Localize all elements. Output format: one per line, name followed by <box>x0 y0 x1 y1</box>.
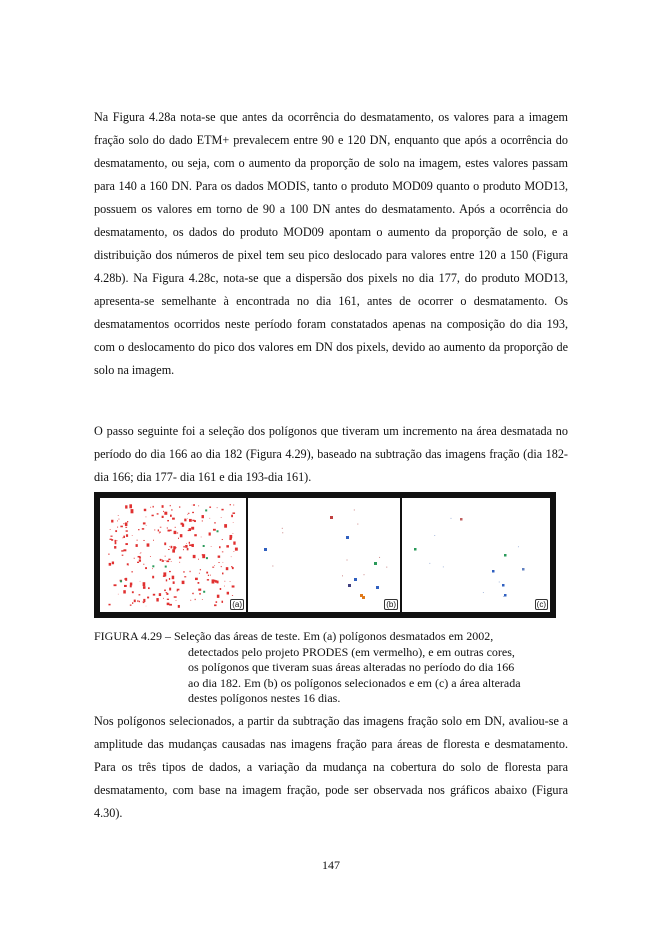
deforested-polygon <box>188 513 190 514</box>
deforested-polygon <box>160 527 162 528</box>
deforested-polygon <box>232 512 235 513</box>
deforested-polygon <box>235 548 238 551</box>
deforested-polygon <box>123 523 124 524</box>
deforested-polygon <box>115 540 116 542</box>
altered-polygon <box>152 565 154 567</box>
deforested-polygon <box>114 546 116 549</box>
deforested-polygon <box>230 504 231 505</box>
deforested-polygon <box>143 586 146 589</box>
deforested-polygon <box>108 554 110 555</box>
deforested-polygon <box>226 567 228 570</box>
deforested-polygon <box>218 562 219 563</box>
deforested-polygon <box>211 546 212 547</box>
selected-polygon <box>347 560 348 561</box>
deforested-polygon <box>227 592 229 595</box>
deforested-polygon <box>150 556 151 557</box>
deforested-polygon <box>179 557 181 559</box>
deforested-polygon <box>167 527 168 528</box>
deforested-polygon <box>202 515 204 518</box>
deforested-polygon <box>226 545 229 547</box>
deforested-polygon <box>220 588 222 590</box>
deforested-polygon <box>126 534 128 537</box>
deforested-polygon <box>222 573 223 575</box>
deforested-polygon <box>212 567 214 568</box>
deforested-polygon <box>134 600 136 603</box>
deforested-polygon <box>175 527 176 528</box>
deforested-polygon <box>186 543 187 544</box>
deforested-polygon <box>142 528 144 530</box>
panel-a-label: (a) <box>232 600 242 609</box>
deforested-polygon <box>214 565 215 566</box>
deforested-polygon <box>189 542 190 544</box>
deforested-polygon <box>190 600 191 601</box>
panel-b-label: (b) <box>386 600 396 609</box>
panel-c-map <box>402 498 550 612</box>
altered-area <box>450 518 451 519</box>
selected-polygon <box>346 536 349 539</box>
deforested-polygon <box>163 575 165 576</box>
deforested-polygon <box>191 544 193 547</box>
deforested-polygon <box>215 580 217 582</box>
deforested-polygon <box>127 521 128 522</box>
deforested-polygon <box>182 524 184 527</box>
altered-polygon <box>165 566 167 568</box>
selected-polygon <box>348 584 351 587</box>
deforested-polygon <box>136 544 138 547</box>
altered-area <box>499 581 500 582</box>
deforested-polygon <box>157 513 159 514</box>
selected-polygon <box>386 567 387 568</box>
deforested-polygon <box>110 529 111 530</box>
deforested-polygon <box>177 590 178 591</box>
deforested-polygon <box>143 522 146 524</box>
figure-panel-a <box>100 498 246 612</box>
deforested-polygon <box>233 541 235 544</box>
figure-panel-b <box>248 498 400 612</box>
selected-polygon <box>374 562 377 565</box>
figure-panel-c <box>402 498 550 612</box>
deforested-polygon <box>121 550 123 551</box>
deforested-polygon <box>147 543 150 546</box>
deforested-polygon <box>132 535 133 536</box>
deforested-polygon <box>108 604 110 606</box>
selected-polygon <box>364 574 365 575</box>
deforested-polygon <box>125 522 127 526</box>
altered-area <box>434 535 435 536</box>
deforested-polygon <box>231 515 233 517</box>
deforested-polygon <box>124 585 127 587</box>
deforested-polygon <box>231 556 232 557</box>
deforested-polygon <box>171 561 172 562</box>
deforested-polygon <box>219 546 221 548</box>
altered-area <box>492 570 495 573</box>
altered-area <box>504 554 507 557</box>
deforested-polygon <box>163 511 164 512</box>
body-paragraph-3: Nos polígonos selecionados, a partir da subtração das imagens fração solo em DN, avaliou-se a amplitude das mudanças causadas nas imagens fração para áreas de floresta e desmatamento. Para os três tipos de dados, a variação da mudança na cobertura do solo de floresta para desmatamento, com base na imagem fração, pode ser observada nos gráficos abaixo (Figura 4.30). <box>94 714 568 820</box>
deforested-polygon <box>159 593 161 596</box>
deforested-polygon <box>208 575 209 576</box>
deforested-polygon <box>116 540 117 541</box>
body-paragraph-1: Na Figura 4.28a nota-se que antes da ocorrência do desmatamento, os valores para a imagem fração solo do dado ETM+ prevalecem entre 90 e 120 DN, enquanto que após a ocorrência do desmatamento, ou seja, com o aumento da proporção de solo na imagem, estes valores passam para 140 a 160 DN. Para os dados MODIS, tanto o produto MOD09 quanto o produto MOD13, possuem os valores em torno de 90 a 100 DN antes do desmatamento. Após a ocorrência do desmatamento, os dados do produto MOD09 apontam o aumento da proporção de solo, e a distribuição dos números de pixel tem seu pico deslocado para valores entre 120 a 150 (Figura 4.28b). Na Figura 4.28c, nota-se que a dispersão dos pixels no dia 177, do produto MOD13, apresenta-se semelhante à encontrada no dia 161, antes de ocorrer o desmatamento. Os desmatamentos ocorridos neste período foram constatados apenas na composição do dia 193, com o deslocamento do pico dos valores em DN dos pixels, devido ao aumento da proporção de solo na imagem. <box>94 110 568 377</box>
deforested-polygon <box>172 549 175 552</box>
deforested-polygon <box>160 559 161 561</box>
selected-polygon <box>330 516 333 519</box>
deforested-polygon <box>117 527 118 528</box>
deforested-polygon <box>232 533 233 534</box>
deforested-polygon <box>137 600 138 601</box>
deforested-polygon <box>166 579 167 581</box>
deforested-polygon <box>166 593 168 595</box>
altered-area <box>460 518 463 521</box>
deforested-polygon <box>137 562 139 563</box>
deforested-polygon <box>174 596 177 597</box>
deforested-polygon <box>183 571 185 572</box>
deforested-polygon <box>125 527 127 528</box>
selected-polygon <box>354 509 355 510</box>
deforested-polygon <box>152 576 154 579</box>
deforested-polygon <box>190 571 191 572</box>
deforested-polygon <box>123 590 126 593</box>
deforested-polygon <box>232 567 234 569</box>
deforested-polygon <box>172 518 175 520</box>
deforested-polygon <box>132 602 133 604</box>
figure-4-29 <box>94 492 556 618</box>
deforested-polygon <box>161 559 162 560</box>
deforested-polygon <box>224 524 227 528</box>
deforested-polygon <box>209 532 211 535</box>
selected-polygon <box>272 566 273 567</box>
deforested-polygon <box>214 522 215 523</box>
deforested-polygon <box>115 542 117 545</box>
deforested-polygon <box>111 539 112 540</box>
panel-a-map <box>100 498 246 612</box>
deforested-polygon <box>150 507 151 508</box>
selected-polygon <box>342 575 343 576</box>
deforested-polygon <box>178 538 179 539</box>
deforested-polygon <box>144 509 146 511</box>
deforested-polygon <box>193 555 196 558</box>
deforested-polygon <box>182 581 185 584</box>
deforested-polygon <box>222 539 223 540</box>
deforested-polygon <box>165 556 166 557</box>
page-number: 147 <box>322 858 340 872</box>
selected-polygon <box>357 524 358 525</box>
deforested-polygon <box>138 529 139 530</box>
deforested-polygon <box>139 594 141 595</box>
deforested-polygon <box>122 537 123 538</box>
deforested-polygon <box>130 585 132 587</box>
deforested-polygon <box>139 601 140 602</box>
deforested-polygon <box>202 554 205 558</box>
selected-polygon <box>354 578 357 581</box>
deforested-polygon <box>131 509 134 513</box>
deforested-polygon <box>221 517 222 518</box>
deforested-polygon <box>174 531 177 534</box>
deforested-polygon <box>164 512 167 515</box>
altered-area <box>502 584 505 587</box>
deforested-polygon <box>143 564 144 565</box>
deforested-polygon <box>185 545 187 548</box>
deforested-polygon <box>162 505 164 508</box>
deforested-polygon <box>222 562 223 563</box>
deforested-polygon <box>218 556 221 558</box>
deforested-polygon <box>230 581 231 582</box>
altered-area <box>443 566 444 567</box>
deforested-polygon <box>162 516 164 518</box>
selected-polygon <box>362 596 365 599</box>
deforested-polygon <box>167 603 170 605</box>
deforested-polygon <box>232 595 233 596</box>
deforested-polygon <box>159 532 161 533</box>
deforested-polygon <box>224 586 225 587</box>
altered-area <box>483 592 484 593</box>
deforested-polygon <box>170 530 172 532</box>
deforested-polygon <box>109 563 111 566</box>
deforested-polygon <box>164 542 166 545</box>
altered-area <box>522 568 525 571</box>
deforested-polygon <box>168 530 170 532</box>
altered-polygon <box>203 545 205 547</box>
deforested-polygon <box>158 529 159 531</box>
selected-polygon <box>379 557 380 558</box>
deforested-polygon <box>125 505 127 508</box>
deforested-polygon <box>137 540 138 541</box>
caption-line-4: ao dia 182. Em (b) os polígonos selecionados e em (c) a área alterada <box>188 675 521 690</box>
altered-polygon <box>120 580 122 582</box>
deforested-polygon <box>164 590 166 592</box>
deforested-polygon <box>173 581 175 584</box>
deforested-polygon <box>118 515 119 516</box>
deforested-polygon <box>212 579 215 583</box>
deforested-polygon <box>192 593 193 594</box>
deforested-polygon <box>152 568 153 569</box>
altered-polygon <box>206 557 208 559</box>
deforested-polygon <box>132 591 134 593</box>
altered-area <box>414 548 417 551</box>
deforested-polygon <box>153 506 154 508</box>
deforested-polygon <box>143 599 145 602</box>
altered-area <box>504 594 507 597</box>
deforested-polygon <box>123 549 126 551</box>
deforested-polygon <box>165 560 166 561</box>
deforested-polygon <box>129 504 132 508</box>
deforested-polygon <box>117 520 118 521</box>
deforested-polygon <box>154 530 155 531</box>
deforested-polygon <box>146 525 147 526</box>
deforested-polygon <box>173 546 176 549</box>
deforested-polygon <box>123 536 125 538</box>
deforested-polygon <box>168 549 170 550</box>
deforested-polygon <box>192 512 194 513</box>
deforested-polygon <box>146 517 147 518</box>
deforested-polygon <box>183 546 184 548</box>
deforested-polygon <box>169 604 172 606</box>
deforested-polygon <box>221 566 222 567</box>
deforested-polygon <box>195 578 198 580</box>
deforested-polygon <box>191 527 194 530</box>
altered-polygon <box>205 509 207 511</box>
deforested-polygon <box>132 571 133 572</box>
deforested-polygon <box>176 600 177 601</box>
deforested-polygon <box>206 572 208 574</box>
deforested-polygon <box>210 575 211 576</box>
deforested-polygon <box>147 597 149 599</box>
deforested-polygon <box>202 599 203 600</box>
deforested-polygon <box>170 515 172 517</box>
deforested-polygon <box>221 509 223 511</box>
deforested-polygon <box>194 534 197 536</box>
deforested-polygon <box>198 589 201 591</box>
deforested-polygon <box>138 556 141 558</box>
deforested-polygon <box>125 578 127 581</box>
deforested-polygon <box>143 582 146 586</box>
deforested-polygon <box>189 544 192 546</box>
deforested-polygon <box>217 507 218 508</box>
caption-line-1: FIGURA 4.29 – Seleção das áreas de teste. Em (a) polígonos desmatados em 2002, <box>94 629 494 643</box>
deforested-polygon <box>169 571 171 572</box>
deforested-polygon <box>126 530 128 531</box>
deforested-polygon <box>125 543 128 545</box>
selected-polygon <box>264 548 267 551</box>
panel-b-map <box>248 498 400 612</box>
altered-area <box>518 546 519 547</box>
deforested-polygon <box>214 604 216 606</box>
deforested-polygon <box>224 581 225 582</box>
figure-caption <box>94 629 568 707</box>
deforested-polygon <box>159 533 160 534</box>
deforested-polygon <box>162 560 164 562</box>
selected-polygon <box>376 586 379 589</box>
deforested-polygon <box>199 593 200 595</box>
deforested-polygon <box>145 567 147 569</box>
deforested-polygon <box>184 576 186 577</box>
deforested-polygon <box>217 595 220 598</box>
deforested-polygon <box>201 537 202 538</box>
deforested-polygon <box>156 598 158 601</box>
altered-area <box>503 596 504 597</box>
deforested-polygon <box>209 507 211 508</box>
deforested-polygon <box>200 569 201 570</box>
deforested-polygon <box>112 562 114 565</box>
deforested-polygon <box>187 514 188 515</box>
deforested-polygon <box>163 598 164 599</box>
altered-area <box>429 563 430 564</box>
deforested-polygon <box>187 548 189 550</box>
deforested-polygon <box>183 549 184 550</box>
deforested-polygon <box>110 536 112 537</box>
deforested-polygon <box>122 555 124 556</box>
selected-polygon <box>282 532 283 533</box>
deforested-polygon <box>198 582 200 584</box>
deforested-polygon <box>115 530 117 532</box>
deforested-polygon <box>189 528 191 531</box>
deforested-polygon <box>167 599 169 600</box>
deforested-polygon <box>189 519 192 522</box>
deforested-polygon <box>216 601 218 603</box>
deforested-polygon <box>168 559 170 560</box>
deforested-polygon <box>114 584 117 586</box>
deforested-polygon <box>134 558 135 559</box>
deforested-polygon <box>179 562 180 563</box>
deforested-polygon <box>178 605 180 608</box>
panel-c-label: (c) <box>536 600 546 609</box>
deforested-polygon <box>148 587 150 589</box>
caption-line-2: detectados pelo projeto PRODES (em vermelho), e em outras cores, <box>188 644 515 659</box>
deforested-polygon <box>167 520 169 521</box>
deforested-polygon <box>172 576 174 580</box>
deforested-polygon <box>213 529 216 531</box>
deforested-polygon <box>169 588 171 591</box>
deforested-polygon <box>192 520 194 521</box>
deforested-polygon <box>207 579 209 580</box>
body-paragraph-2: O passo seguinte foi a seleção dos polígonos que tiveram um incremento na área desmatada no período do dia 166 ao dia 182 (Figura 4.29), baseado na subtração das imagens fração (dia 182- dia 166; dia 177- dia 161 e dia 193-dia 161). <box>94 424 568 484</box>
caption-line-3: os polígonos que tiveram suas áreas alteradas no período do dia 166 <box>188 660 515 674</box>
deforested-polygon <box>171 546 173 548</box>
deforested-polygon <box>195 599 196 600</box>
deforested-polygon <box>222 601 224 603</box>
altered-polygon <box>203 591 205 593</box>
deforested-polygon <box>234 551 235 552</box>
deforested-polygon <box>198 505 199 506</box>
deforested-polygon <box>184 519 186 522</box>
deforested-polygon <box>139 559 141 561</box>
deforested-polygon <box>171 509 172 510</box>
deforested-polygon <box>130 605 132 606</box>
deforested-polygon <box>118 519 119 520</box>
deforested-polygon <box>177 532 178 533</box>
deforested-polygon <box>222 551 223 552</box>
deforested-polygon <box>153 594 155 596</box>
deforested-polygon <box>120 526 123 528</box>
deforested-polygon <box>170 505 171 506</box>
deforested-polygon <box>166 592 168 593</box>
caption-line-5: destes polígonos nestes 16 dias. <box>188 691 341 705</box>
selected-polygon <box>282 528 283 529</box>
deforested-polygon <box>142 602 143 603</box>
deforested-polygon <box>153 540 154 541</box>
deforested-polygon <box>199 573 200 574</box>
deforested-polygon <box>111 520 113 523</box>
deforested-polygon <box>169 546 170 547</box>
deforested-polygon <box>179 506 180 507</box>
deforested-polygon <box>127 563 129 565</box>
deforested-polygon <box>193 504 195 506</box>
deforested-polygon <box>166 560 169 562</box>
deforested-polygon <box>130 583 132 586</box>
deforested-polygon <box>180 534 183 537</box>
deforested-polygon <box>229 538 231 540</box>
deforested-polygon <box>233 505 234 506</box>
deforested-polygon <box>143 540 144 541</box>
deforested-polygon <box>152 515 154 517</box>
deforested-polygon <box>169 578 170 580</box>
deforested-polygon <box>140 552 141 553</box>
deforested-polygon <box>143 602 145 603</box>
deforested-polygon <box>198 559 199 560</box>
altered-polygon <box>217 530 219 532</box>
deforested-polygon <box>232 585 235 587</box>
deforested-polygon <box>202 520 203 521</box>
